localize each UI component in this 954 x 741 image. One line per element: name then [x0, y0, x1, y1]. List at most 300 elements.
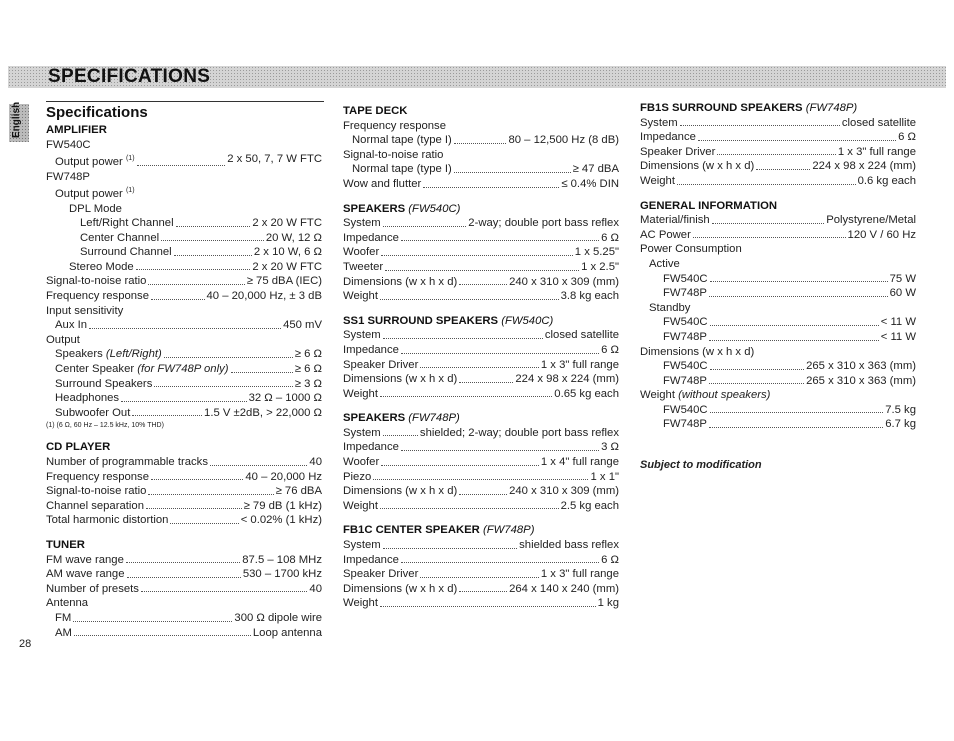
spec-value: 3 Ω	[601, 441, 619, 454]
fb1s-surround-rows	[640, 116, 916, 189]
leader-dots	[380, 289, 559, 300]
spec-row	[46, 553, 322, 568]
leader-dots	[680, 116, 840, 127]
spec-row	[663, 403, 916, 418]
spec-value: closed satellite	[841, 116, 916, 129]
leader-dots	[210, 455, 307, 466]
sub-label	[46, 184, 322, 201]
leader-dots	[176, 216, 251, 227]
leader-dots	[709, 286, 888, 297]
spec-value: 6.7 kg	[885, 418, 916, 431]
spec-row	[343, 567, 619, 582]
spec-key: Stereo Mode	[69, 260, 134, 273]
spec-value: 2 x 50, 7, 7 W FTC	[227, 153, 322, 166]
sub-label: Signal-to-noise ratio	[343, 148, 444, 161]
spec-row	[80, 231, 322, 246]
leader-dots	[380, 387, 552, 398]
active-rows	[640, 272, 916, 301]
spec-key: System	[343, 426, 381, 439]
spec-key: Speaker Driver	[343, 358, 419, 371]
spec-row	[55, 377, 322, 392]
ss1-surround-title: SS1 SURROUND SPEAKERS (FW540C)	[343, 314, 554, 327]
leader-dots	[677, 174, 856, 185]
spec-key: FW540C	[663, 360, 708, 373]
spec-value: 20 W, 12 Ω	[265, 231, 322, 244]
spec-key: FW540C	[663, 403, 708, 416]
fb1s-surround-title: FB1S SURROUND SPEAKERS (FW748P)	[640, 102, 858, 114]
spec-value: 32 Ω – 1000 Ω	[248, 392, 322, 405]
spec-row	[343, 538, 619, 553]
spec-value: 75 W	[889, 272, 916, 285]
spec-key: Signal-to-noise ratio	[46, 275, 147, 288]
tape-deck-title: TAPE DECK	[343, 105, 408, 117]
spec-value: shielded bass reflex	[519, 539, 619, 552]
leader-dots	[380, 499, 559, 510]
spec-row	[343, 162, 619, 177]
spec-value: 1 kg	[597, 597, 619, 610]
spec-key: FW748P	[663, 287, 707, 300]
amplifier-title: AMPLIFIER	[46, 124, 107, 136]
spec-row	[55, 362, 322, 377]
spec-value: 240 x 310 x 309 (mm)	[509, 275, 619, 288]
spec-row	[640, 116, 916, 131]
ss1-surround-rows	[343, 328, 619, 401]
spec-key: System	[343, 539, 381, 552]
spec-row	[663, 330, 916, 345]
heading-rule	[46, 101, 324, 102]
spec-key: Subwoofer Out	[55, 406, 131, 419]
spec-row	[343, 328, 619, 343]
spec-row	[343, 582, 619, 597]
spec-value: 450 mV	[283, 319, 322, 332]
sub-label: Dimensions (w x h x d)	[640, 345, 755, 358]
leader-dots	[89, 318, 281, 329]
spec-value: 2 x 20 W FTC	[252, 217, 322, 230]
subject-note: Subject to modification	[640, 459, 762, 472]
cd-player-title: CD PLAYER	[46, 441, 111, 454]
leader-dots	[454, 162, 571, 173]
spec-row	[640, 213, 916, 228]
speakers-fw748p-title: SPEAKERS (FW748P)	[343, 412, 460, 425]
amp-rows	[46, 274, 322, 303]
spec-value: < 11 W	[880, 316, 916, 329]
spec-key: System	[640, 116, 678, 129]
leader-dots	[381, 455, 539, 466]
spec-key: Piezo	[343, 470, 372, 483]
spec-value: 2-way; double port bass reflex	[468, 217, 619, 230]
leader-dots	[383, 426, 418, 437]
leader-dots	[420, 567, 539, 578]
spec-key: Weight	[343, 387, 378, 400]
spec-value: 120 V / 60 Hz	[847, 228, 916, 241]
spec-row	[663, 286, 916, 301]
leader-dots	[756, 159, 810, 170]
spec-row	[46, 567, 322, 582]
spec-row	[640, 228, 916, 243]
spec-key: Output power	[55, 187, 126, 200]
spec-key: Dimensions (w x h x d)	[343, 275, 458, 288]
spec-row	[343, 231, 619, 246]
spec-value: 40	[309, 456, 322, 468]
model-label: FW540C	[46, 138, 91, 151]
spec-value: 80 – 12,500 Hz (8 dB)	[508, 134, 619, 147]
spec-key: Weight	[343, 597, 378, 610]
spec-value: 7.5 kg	[885, 403, 916, 416]
spec-key: System	[343, 217, 381, 230]
spec-row	[343, 596, 619, 611]
page-heading: Specifications	[46, 104, 148, 121]
spec-row	[80, 216, 322, 231]
spec-value: closed satellite	[544, 329, 619, 342]
spec-value: ≥ 6 Ω	[294, 363, 322, 376]
spec-row	[55, 406, 322, 421]
spec-value: 224 x 98 x 224 (mm)	[812, 160, 916, 173]
spec-key: Normal tape (type I)	[352, 134, 452, 147]
leader-dots	[151, 470, 243, 481]
spec-key: Surround Channel	[80, 246, 172, 259]
spec-row	[343, 484, 619, 499]
spec-key: Weight	[343, 499, 378, 512]
leader-dots	[74, 626, 251, 637]
spec-value: 87.5 – 108 MHz	[242, 553, 322, 566]
spec-value: 1 x 5.25"	[574, 246, 619, 259]
spec-row	[343, 372, 619, 387]
spec-row	[55, 611, 322, 626]
leader-dots	[710, 359, 805, 370]
leader-dots	[698, 130, 896, 141]
spec-key: Headphones	[55, 392, 120, 405]
spec-value: 40 – 20,000 Hz	[245, 470, 322, 483]
leader-dots	[146, 499, 242, 510]
weight-rows	[640, 403, 916, 432]
leader-dots	[136, 260, 251, 271]
cd-rows	[46, 455, 322, 528]
fb1c-center-rows	[343, 538, 619, 611]
leader-dots	[151, 289, 205, 300]
spec-key: Dimensions (w x h x d)	[640, 160, 755, 173]
spec-row	[46, 455, 322, 470]
spec-value: 1 x 1"	[590, 470, 619, 483]
spec-value: ≥ 3 Ω	[294, 377, 322, 390]
sub-label: Input sensitivity	[46, 304, 124, 317]
leader-dots	[712, 213, 825, 224]
spec-row	[343, 470, 619, 485]
leader-dots	[423, 177, 559, 188]
spec-value: 1 x 4" full range	[540, 456, 619, 469]
leader-dots	[154, 377, 292, 388]
spec-value: 6 Ω	[601, 553, 619, 566]
spec-key: Speaker Driver	[640, 145, 716, 158]
model-label: FW748P	[46, 170, 90, 183]
spec-value: 2.5 kg each	[560, 499, 619, 512]
spec-key: FW748P	[663, 374, 707, 387]
sub-label: Weight (without speakers)	[640, 389, 771, 402]
spec-value: 2 x 20 W FTC	[252, 260, 322, 273]
spec-value: Polystyrene/Metal	[826, 214, 916, 227]
spec-row	[55, 391, 322, 406]
leader-dots	[126, 553, 240, 564]
spec-row	[343, 455, 619, 470]
leader-dots	[174, 245, 252, 256]
spec-value: ≥ 75 dBA (IEC)	[246, 275, 322, 288]
spec-key: Impedance	[343, 441, 399, 454]
spec-value: ≥ 6 Ω	[294, 348, 322, 361]
spec-row	[640, 145, 916, 160]
spec-key: System	[343, 329, 381, 342]
spec-value: 300 Ω dipole wire	[234, 611, 322, 624]
antenna-rows	[46, 611, 322, 640]
spec-key: Channel separation	[46, 499, 144, 512]
spec-value: ≥ 79 dB (1 kHz)	[243, 499, 322, 512]
spec-key: FW540C	[663, 272, 708, 285]
spec-row	[640, 159, 916, 174]
leader-dots	[170, 513, 238, 524]
spec-row	[46, 513, 322, 528]
spec-row	[663, 272, 916, 287]
column-1	[46, 104, 322, 640]
spec-key: Impedance	[343, 343, 399, 356]
spec-key: Dimensions (w x h x d)	[343, 373, 458, 386]
output-rows	[46, 347, 322, 420]
leader-dots	[710, 315, 879, 326]
spec-row	[80, 245, 322, 260]
leader-dots	[373, 470, 588, 481]
spec-row	[46, 470, 322, 485]
spec-key: Total harmonic distortion	[46, 514, 169, 527]
language-tab	[9, 101, 29, 142]
spec-key: Dimensions (w x h x d)	[343, 582, 458, 595]
spec-key: AM	[55, 626, 72, 639]
spec-key: Center Speaker (for FW748P only)	[55, 363, 229, 376]
spec-row	[55, 626, 322, 641]
spec-key: AM wave range	[46, 568, 125, 581]
leader-dots	[73, 611, 232, 622]
spec-key: Woofer	[343, 456, 380, 469]
spec-row	[663, 374, 916, 389]
spec-row	[343, 499, 619, 514]
spec-row	[46, 582, 322, 597]
spec-row	[46, 289, 322, 304]
speakers-fw748p-rows	[343, 426, 619, 514]
leader-dots	[454, 133, 507, 144]
spec-value: Loop antenna	[252, 626, 322, 639]
spec-value: 1.5 V ±2dB, > 22,000 Ω	[204, 406, 322, 419]
spec-key: Weight	[343, 290, 378, 303]
spec-key: Material/finish	[640, 214, 710, 227]
spec-row	[343, 426, 619, 441]
spec-key: FW748P	[663, 330, 707, 343]
spec-row	[46, 274, 322, 289]
spec-value: 224 x 98 x 224 (mm)	[515, 373, 619, 386]
leader-dots	[132, 406, 202, 417]
spec-value: 40 – 20,000 Hz, ± 3 dB	[206, 290, 322, 303]
spec-key: Number of presets	[46, 582, 139, 595]
spec-row	[343, 289, 619, 304]
spec-value: 265 x 310 x 363 (mm)	[806, 374, 916, 387]
footnote-marker: (1)	[125, 155, 135, 163]
spec-key: Impedance	[343, 231, 399, 244]
spec-value: 6 Ω	[898, 131, 916, 144]
leader-dots	[137, 152, 226, 165]
spec-key: Speakers (Left/Right)	[55, 348, 162, 361]
spec-key: Signal-to-noise ratio	[46, 485, 147, 498]
leader-dots	[459, 275, 507, 286]
section-banner	[8, 66, 946, 88]
spec-key: Impedance	[640, 131, 696, 144]
spec-value: 1 x 3" full range	[540, 568, 619, 581]
leader-dots	[385, 260, 579, 271]
leader-dots	[381, 245, 573, 256]
leader-dots	[401, 553, 599, 564]
spec-row	[640, 174, 916, 189]
spec-value: ≤ 0.4% DIN	[561, 177, 619, 190]
banner-title: SPECIFICATIONS	[48, 66, 211, 87]
leader-dots	[401, 440, 599, 451]
spec-value: < 0.02% (1 kHz)	[240, 514, 322, 527]
leader-dots	[383, 538, 517, 549]
spec-key: FW748P	[663, 418, 707, 431]
leader-dots	[710, 272, 888, 283]
spec-row	[343, 343, 619, 358]
spec-key: Aux In	[55, 319, 88, 332]
spec-key: Tweeter	[343, 260, 384, 273]
general-info-title: GENERAL INFORMATION	[640, 199, 778, 212]
sub-label: DPL Mode	[69, 202, 122, 215]
leader-dots	[459, 372, 513, 383]
spec-key: Left/Right Channel	[80, 217, 174, 230]
spec-value: 3.8 kg each	[560, 290, 619, 303]
spec-value: 1 x 3" full range	[837, 145, 916, 158]
spec-key: Frequency response	[46, 290, 149, 303]
spec-value: 240 x 310 x 309 (mm)	[509, 485, 619, 498]
leader-dots	[141, 582, 307, 593]
sub-label: Frequency response	[343, 119, 446, 132]
tuner-rows	[46, 553, 322, 597]
spec-value: 1 x 2.5"	[581, 260, 619, 273]
speakers-fw540c-rows	[343, 216, 619, 304]
sub-label: Power Consumption	[640, 243, 742, 256]
spec-key: Woofer	[343, 246, 380, 259]
leader-dots	[383, 328, 543, 339]
spec-value: 40	[309, 582, 322, 595]
spec-value: ≥ 47 dBA	[572, 163, 619, 176]
fb1c-center-title: FB1C CENTER SPEAKER (FW748P)	[343, 524, 535, 537]
sub-label: Standby	[649, 301, 691, 314]
spec-value: 6 Ω	[601, 231, 619, 244]
spec-row	[343, 440, 619, 455]
leader-dots	[401, 231, 599, 242]
spec-key: Speaker Driver	[343, 568, 419, 581]
leader-dots	[148, 274, 244, 285]
leader-dots	[401, 343, 599, 354]
spec-key: Center Channel	[80, 231, 160, 244]
spec-row	[343, 275, 619, 290]
leader-dots	[459, 484, 507, 495]
leader-dots	[420, 358, 539, 369]
spec-row	[663, 417, 916, 432]
spec-row	[46, 484, 322, 499]
spec-row	[640, 130, 916, 145]
spec-key: Number of programmable tracks	[46, 456, 208, 468]
spec-value: 2 x 10 W, 6 Ω	[253, 246, 322, 259]
leader-dots	[709, 374, 804, 385]
spec-key: Weight	[640, 174, 675, 187]
spec-row	[46, 152, 322, 169]
general-rows	[640, 213, 916, 242]
spec-key: AC Power	[640, 228, 691, 241]
spec-row	[343, 358, 619, 373]
leader-dots	[693, 228, 846, 239]
spec-row	[663, 315, 916, 330]
language-tab-label: English	[11, 101, 22, 138]
sub-label: Output	[46, 333, 80, 346]
sub-label: Active	[649, 257, 680, 270]
footnote-marker: (1)	[125, 187, 135, 195]
spec-row	[343, 553, 619, 568]
leader-dots	[127, 567, 241, 578]
spec-value: 264 x 140 x 240 (mm)	[509, 582, 619, 595]
leader-dots	[459, 582, 507, 593]
spec-key: Wow and flutter	[343, 177, 422, 190]
standby-rows	[640, 315, 916, 344]
page-number: 28	[19, 638, 32, 650]
spec-value: 0.65 kg each	[554, 387, 619, 400]
leader-dots	[710, 403, 884, 414]
leader-dots	[121, 391, 246, 402]
spec-row	[343, 260, 619, 275]
spec-key: Surround Speakers	[55, 377, 153, 390]
spec-row	[343, 216, 619, 231]
spec-key: Dimensions (w x h x d)	[343, 485, 458, 498]
spec-value: 60 W	[889, 287, 916, 300]
spec-value: 0.6 kg each	[857, 174, 916, 187]
leader-dots	[380, 596, 596, 607]
spec-row	[343, 177, 619, 192]
spec-row	[55, 347, 322, 362]
spec-key: Output power	[55, 155, 126, 168]
spec-row	[46, 260, 322, 275]
leader-dots	[709, 330, 879, 341]
spec-key: Impedance	[343, 553, 399, 566]
spec-key: Normal tape (type I)	[352, 163, 452, 176]
sub-label: Antenna	[46, 597, 89, 610]
dims-rows	[640, 359, 916, 388]
spec-value: shielded; 2-way; double port bass reflex	[419, 426, 619, 439]
column-3	[640, 101, 916, 473]
tuner-title: TUNER	[46, 538, 85, 551]
spec-row	[46, 318, 322, 333]
spec-key: FM	[55, 611, 72, 624]
spec-row	[343, 387, 619, 402]
spec-key: Frequency response	[46, 470, 149, 483]
leader-dots	[383, 216, 467, 227]
spec-row	[343, 133, 619, 148]
leader-dots	[231, 362, 293, 373]
spec-value: 265 x 310 x 363 (mm)	[806, 360, 916, 373]
spec-value: 530 – 1700 kHz	[242, 568, 322, 581]
spec-key: FW540C	[663, 316, 708, 329]
leader-dots	[709, 417, 883, 428]
spec-row	[46, 499, 322, 514]
footnote: (1) (6 Ω, 60 Hz – 12.5 kHz, 10% THD)	[46, 422, 164, 430]
dpl-rows	[46, 216, 322, 260]
spec-row	[343, 245, 619, 260]
spec-value: 6 Ω	[601, 343, 619, 356]
spec-key: FM wave range	[46, 553, 124, 566]
leader-dots	[164, 347, 293, 358]
spec-row	[663, 359, 916, 374]
leader-dots	[717, 145, 836, 156]
